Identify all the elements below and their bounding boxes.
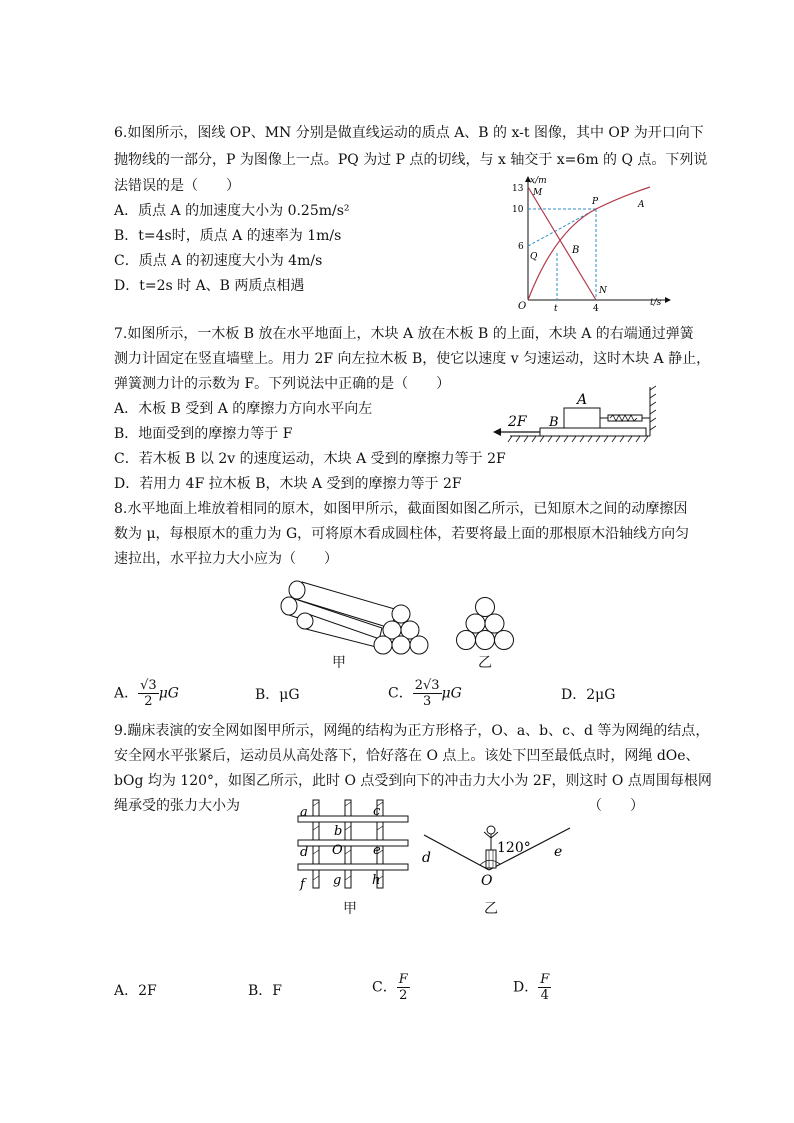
curve-a	[528, 187, 650, 300]
board-b-label: B	[549, 415, 559, 430]
q8-caption-yi: 乙	[478, 655, 492, 671]
side-label-o: O	[481, 873, 493, 889]
q7-option-d: D．若用力 4F 拉木板 B，木块 A 受到的摩擦力等于 2F	[114, 476, 462, 492]
q6-xt-graph	[500, 175, 680, 314]
node-a: a	[300, 805, 308, 820]
node-o: O	[332, 843, 343, 858]
q8-log-pile-figure	[278, 570, 438, 650]
q7-stem-line-2: 测力计固定在竖直墙壁上。用力 2F 向左拉木板 B，使它以速度 v 匀速运动，这时木块 A 静止，	[114, 351, 711, 367]
q9-net-figure	[296, 798, 411, 893]
q7-option-a: A．木板 B 受到 A 的摩擦力方向水平向左	[114, 401, 373, 417]
q9-stem-line-2: 安全网水平张紧后，运动员从高处落下，恰好落在 O 点上。该处下凹至最低点时，网绳 dOe、	[114, 748, 700, 764]
curve-a-label: A	[638, 200, 645, 210]
y-tick-13: 13	[512, 184, 524, 194]
node-c: c	[373, 804, 381, 819]
q6-option-c: C．质点 A 的初速度大小为 4m/s	[114, 253, 323, 269]
x-axis-label: t/s	[650, 298, 662, 308]
line-b	[528, 187, 596, 300]
q9-option-d: D． $\frac{F}{4}$	[513, 972, 550, 1003]
q9-option-b: B．F	[248, 983, 283, 999]
origin-label: O	[518, 301, 527, 312]
q9-answer-paren: （ ）	[588, 798, 644, 814]
q7-option-c: C．若木板 B 以 2v 的速度运动，木块 A 受到的摩擦力等于 2F	[114, 451, 506, 467]
q8-stem-line-3: 速拉出，水平拉力大小应为（ ）	[114, 551, 338, 567]
q6-option-a: A．质点 A 的加速度大小为 0.25m/s²	[114, 203, 350, 219]
q6-stem-line-3: 法错误的是（ ）	[114, 178, 240, 194]
q7-option-b: B．地面受到的摩擦力等于 F	[114, 426, 293, 442]
q8-caption-jia: 甲	[332, 655, 346, 671]
q8-option-c: C． $\frac{2√3}{3}$ μG	[388, 678, 462, 709]
q8-option-d: D．2μG	[561, 687, 616, 703]
q9-caption-jia: 甲	[343, 901, 357, 917]
side-label-e: e	[554, 844, 563, 860]
y-tick-10: 10	[512, 205, 524, 215]
line-b-label: B	[572, 245, 580, 256]
q7-stem-line-3: 弹簧测力计的示数为 F。下列说法中正确的是（ ）	[114, 376, 451, 392]
block-a-label: A	[577, 392, 588, 408]
angle-label: 120°	[497, 840, 531, 856]
point-q: Q	[530, 252, 538, 262]
node-g: g	[333, 873, 342, 888]
q9-stem-line-3: bOg 均为 120°，如图乙所示，此时 O 点受到向下的冲击力大小为 2F，则这时 O 点周围每根网	[114, 773, 712, 789]
x-tick-t: t	[554, 304, 558, 314]
q6-stem-line-2: 抛物线的一部分，P 为图像上一点。PQ 为过 P 点的切线，与 x 轴交于 x=6m 的 Q 点。下列说	[114, 152, 708, 168]
q9-caption-yi: 乙	[484, 901, 498, 917]
q6-option-d: D．t=2s 时 A、B 两质点相遇	[114, 278, 305, 294]
q9-side-view-figure	[420, 820, 580, 890]
node-b: b	[334, 824, 343, 839]
node-f: f	[300, 877, 305, 892]
q8-stem-line-1: 8.水平地面上堆放着相同的原木，如图甲所示，截面图如图乙所示，已知原木之间的动摩擦因	[114, 501, 688, 517]
q8-stem-line-2: 数为 μ，每根原木的重力为 G，可将原木看成圆柱体，若要将最上面的那根原木沿轴线方向匀	[114, 526, 690, 542]
node-h: h	[372, 873, 381, 888]
q9-stem-line-1: 9.蹦床表演的安全网如图甲所示，网绳的结构为正方形格子，O、a、b、c、d 等为网绳的结点，	[114, 723, 710, 739]
node-d: d	[300, 845, 309, 860]
force-label: 2F	[508, 414, 527, 430]
q7-board-figure	[490, 382, 660, 447]
node-e: e	[373, 843, 381, 858]
x-tick-4: 4	[593, 304, 599, 314]
q8-option-a: A． $\frac{√3}{2}$ μG	[114, 678, 179, 709]
point-m: M	[533, 188, 543, 198]
q9-option-c: C． $\frac{F}{2}$	[372, 972, 408, 1003]
q6-stem-line-1: 6.如图所示，图线 OP、MN 分别是做直线运动的质点 A、B 的 x-t 图像，其中 OP 为开口向下	[114, 125, 704, 141]
point-n: N	[599, 286, 607, 296]
q9-stem-line-4: 绳承受的张力大小为	[114, 798, 240, 814]
q8-cross-section-figure	[455, 595, 515, 655]
side-label-d: d	[422, 850, 431, 866]
q9-option-a: A．2F	[114, 983, 157, 999]
q6-option-b: B．t=4s时，质点 A 的速率为 1m/s	[114, 228, 342, 244]
y-axis-label: x/m	[530, 176, 547, 186]
q8-option-b: B．μG	[255, 687, 300, 703]
y-tick-6: 6	[518, 242, 524, 252]
point-p: P	[592, 197, 599, 207]
q7-stem-line-1: 7.如图所示，一木板 B 放在水平地面上，木块 A 放在木板 B 的上面，木块 A 的右端通过弹簧	[114, 326, 694, 342]
